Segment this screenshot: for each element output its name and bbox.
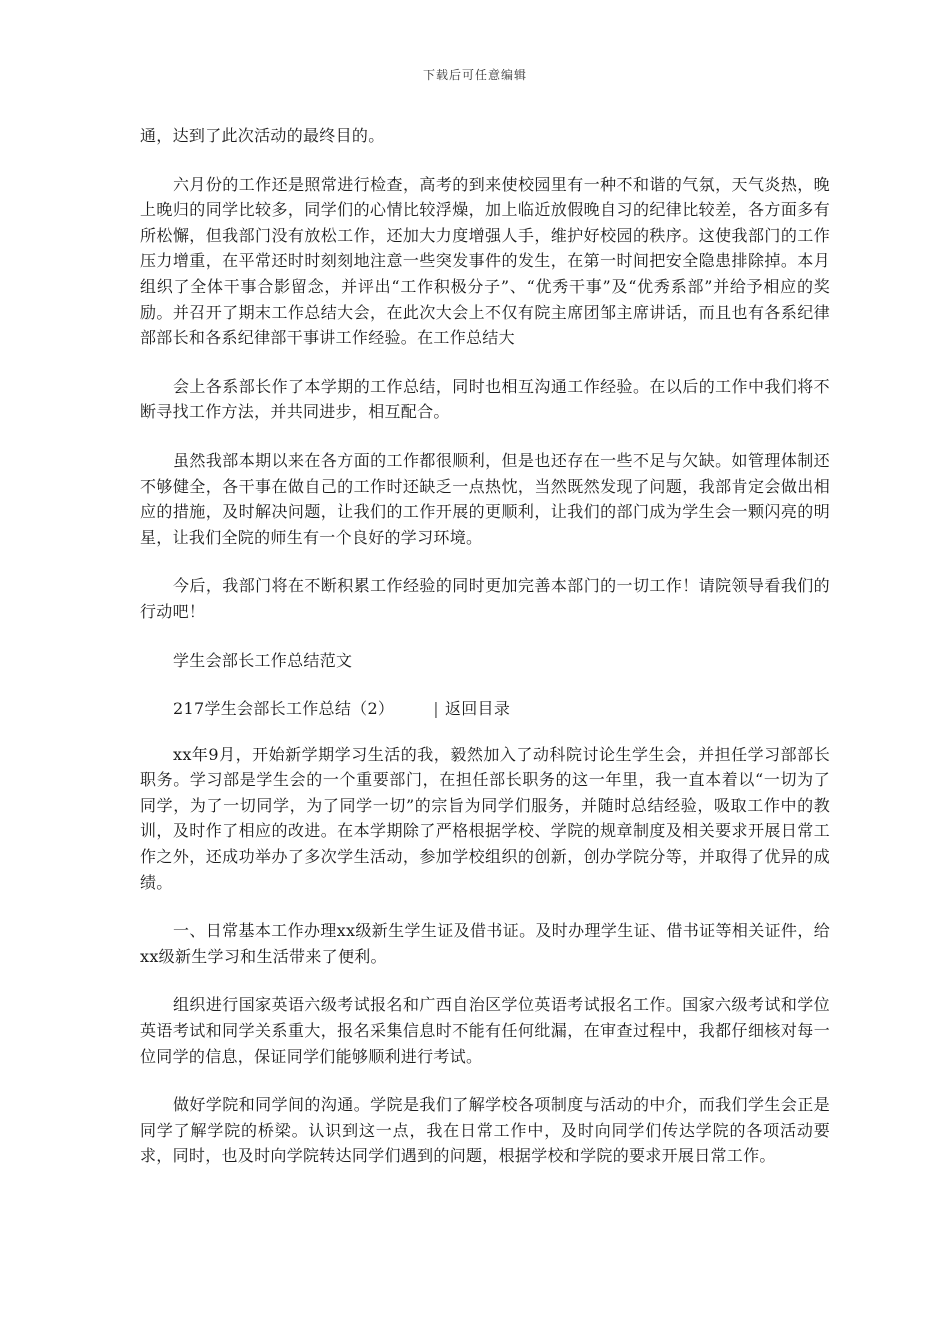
paragraph-june-work: 六月份的工作还是照常进行检查，高考的到来使校园里有一种不和谐的气氛，天气炎热，晚上晚归的同学比较多，同学们的心情比较浮燥，加上临近放假晚自习的纪律比较差，各方面多有所松懈，但我部门没有放松工作，还加大力度增强人手，维护好校园的秩序。这使我部门的工作压力增重，在平常还时时刻刻地注意一些突发事件的发生，在第一时间把安全隐患排除掉。本月组织了全体干事合影留念，并评出“工作积极分子”、“优秀干事”及“优秀系部”并给予相应的奖励。并召开了期末工作总结大会，在此次大会上不仅有院主席团邹主席讲话，而且也有各系纪律部部长和各系纪律部干事讲工作经验。在工作总结大 (140, 174, 830, 348)
document-body (140, 123, 830, 1169)
paragraph-study-department: xx年9月，开始新学期学习生活的我，毅然加入了动科院讨论生学生会，并担任学习部部长职务。学习部是学生会的一个重要部门，在担任部长职务的这一年里，我一直本着以“一切为了同学，为了一切同学，为了同学一切”的宗旨为同学们服务，并随时总结经验，吸取工作中的教训，及时作了相应的改进。在本学期除了严格根据学校、学院的规章制度及相关要求开展日常工作之外，还成功举办了多次学生活动，参加学校组织的创新，创办学院分等，并取得了优异的成绩。 (140, 744, 830, 892)
paragraph-exam-registration: 组织进行国家英语六级考试报名和广西自治区学位英语考试报名工作。国家六级考试和学位英语考试和同学关系重大，报名采集信息时不能有任何纰漏，在审查过程中，我都仔细核对每一位同学的信息，保证同学们能够顺利进行考试。 (140, 995, 830, 1066)
section-title: 学生会部长工作总结范文 (173, 650, 353, 670)
paragraph-communication: 做好学院和同学间的沟通。学院是我们了解学校各项制度与活动的中介，而我们学生会正是同学了解学院的桥梁。认识到这一点，我在日常工作中，及时向同学们传达学院的各项活动要求，同时，也及时向学院转达同学们遇到的问题，根据学校和学院的要求开展日常工作。 (140, 1095, 830, 1166)
paragraph-daily-work: 一、日常基本工作办理xx级新生学生证及借书证。及时办理学生证、借书证等相关证件，给xx级新生学习和生活带来了便利。 (140, 921, 830, 966)
subsection-heading (140, 696, 830, 722)
page-header: 下载后可任意编辑 (422, 68, 527, 82)
subsection-title: 217学生会部长工作总结（2） (173, 699, 395, 719)
paragraph-summary-meeting: 会上各系部长作了本学期的工作总结，同时也相互沟通工作经验。在以后的工作中我们将不断寻找工作方法，并共同进步，相互配合。 (140, 376, 830, 422)
title-separator: | (433, 699, 439, 719)
paragraph-continuation: 通，达到了此次活动的最终目的。 (140, 126, 385, 145)
paragraph-shortcomings: 虽然我部本期以来在各方面的工作都很顺利，但是也还存在一些不足与欠缺。如管理体制还不够健全，各干事在做自己的工作时还缺乏一点热忱，当然既然发现了问题，我部肯定会做出相应的措施，及时解决问题，让我们的工作开展的更顺利，让我们的部门成为学生会一颗闪亮的明星，让我们全院的师生有一个良好的学习环境。 (140, 450, 830, 547)
paragraph-future: 今后，我部门将在不断积累工作经验的同时更加完善本部门的一切工作！请院领导看我们的行动吧！ (140, 576, 830, 621)
back-to-contents-link[interactable]: 返回目录 (444, 699, 511, 719)
